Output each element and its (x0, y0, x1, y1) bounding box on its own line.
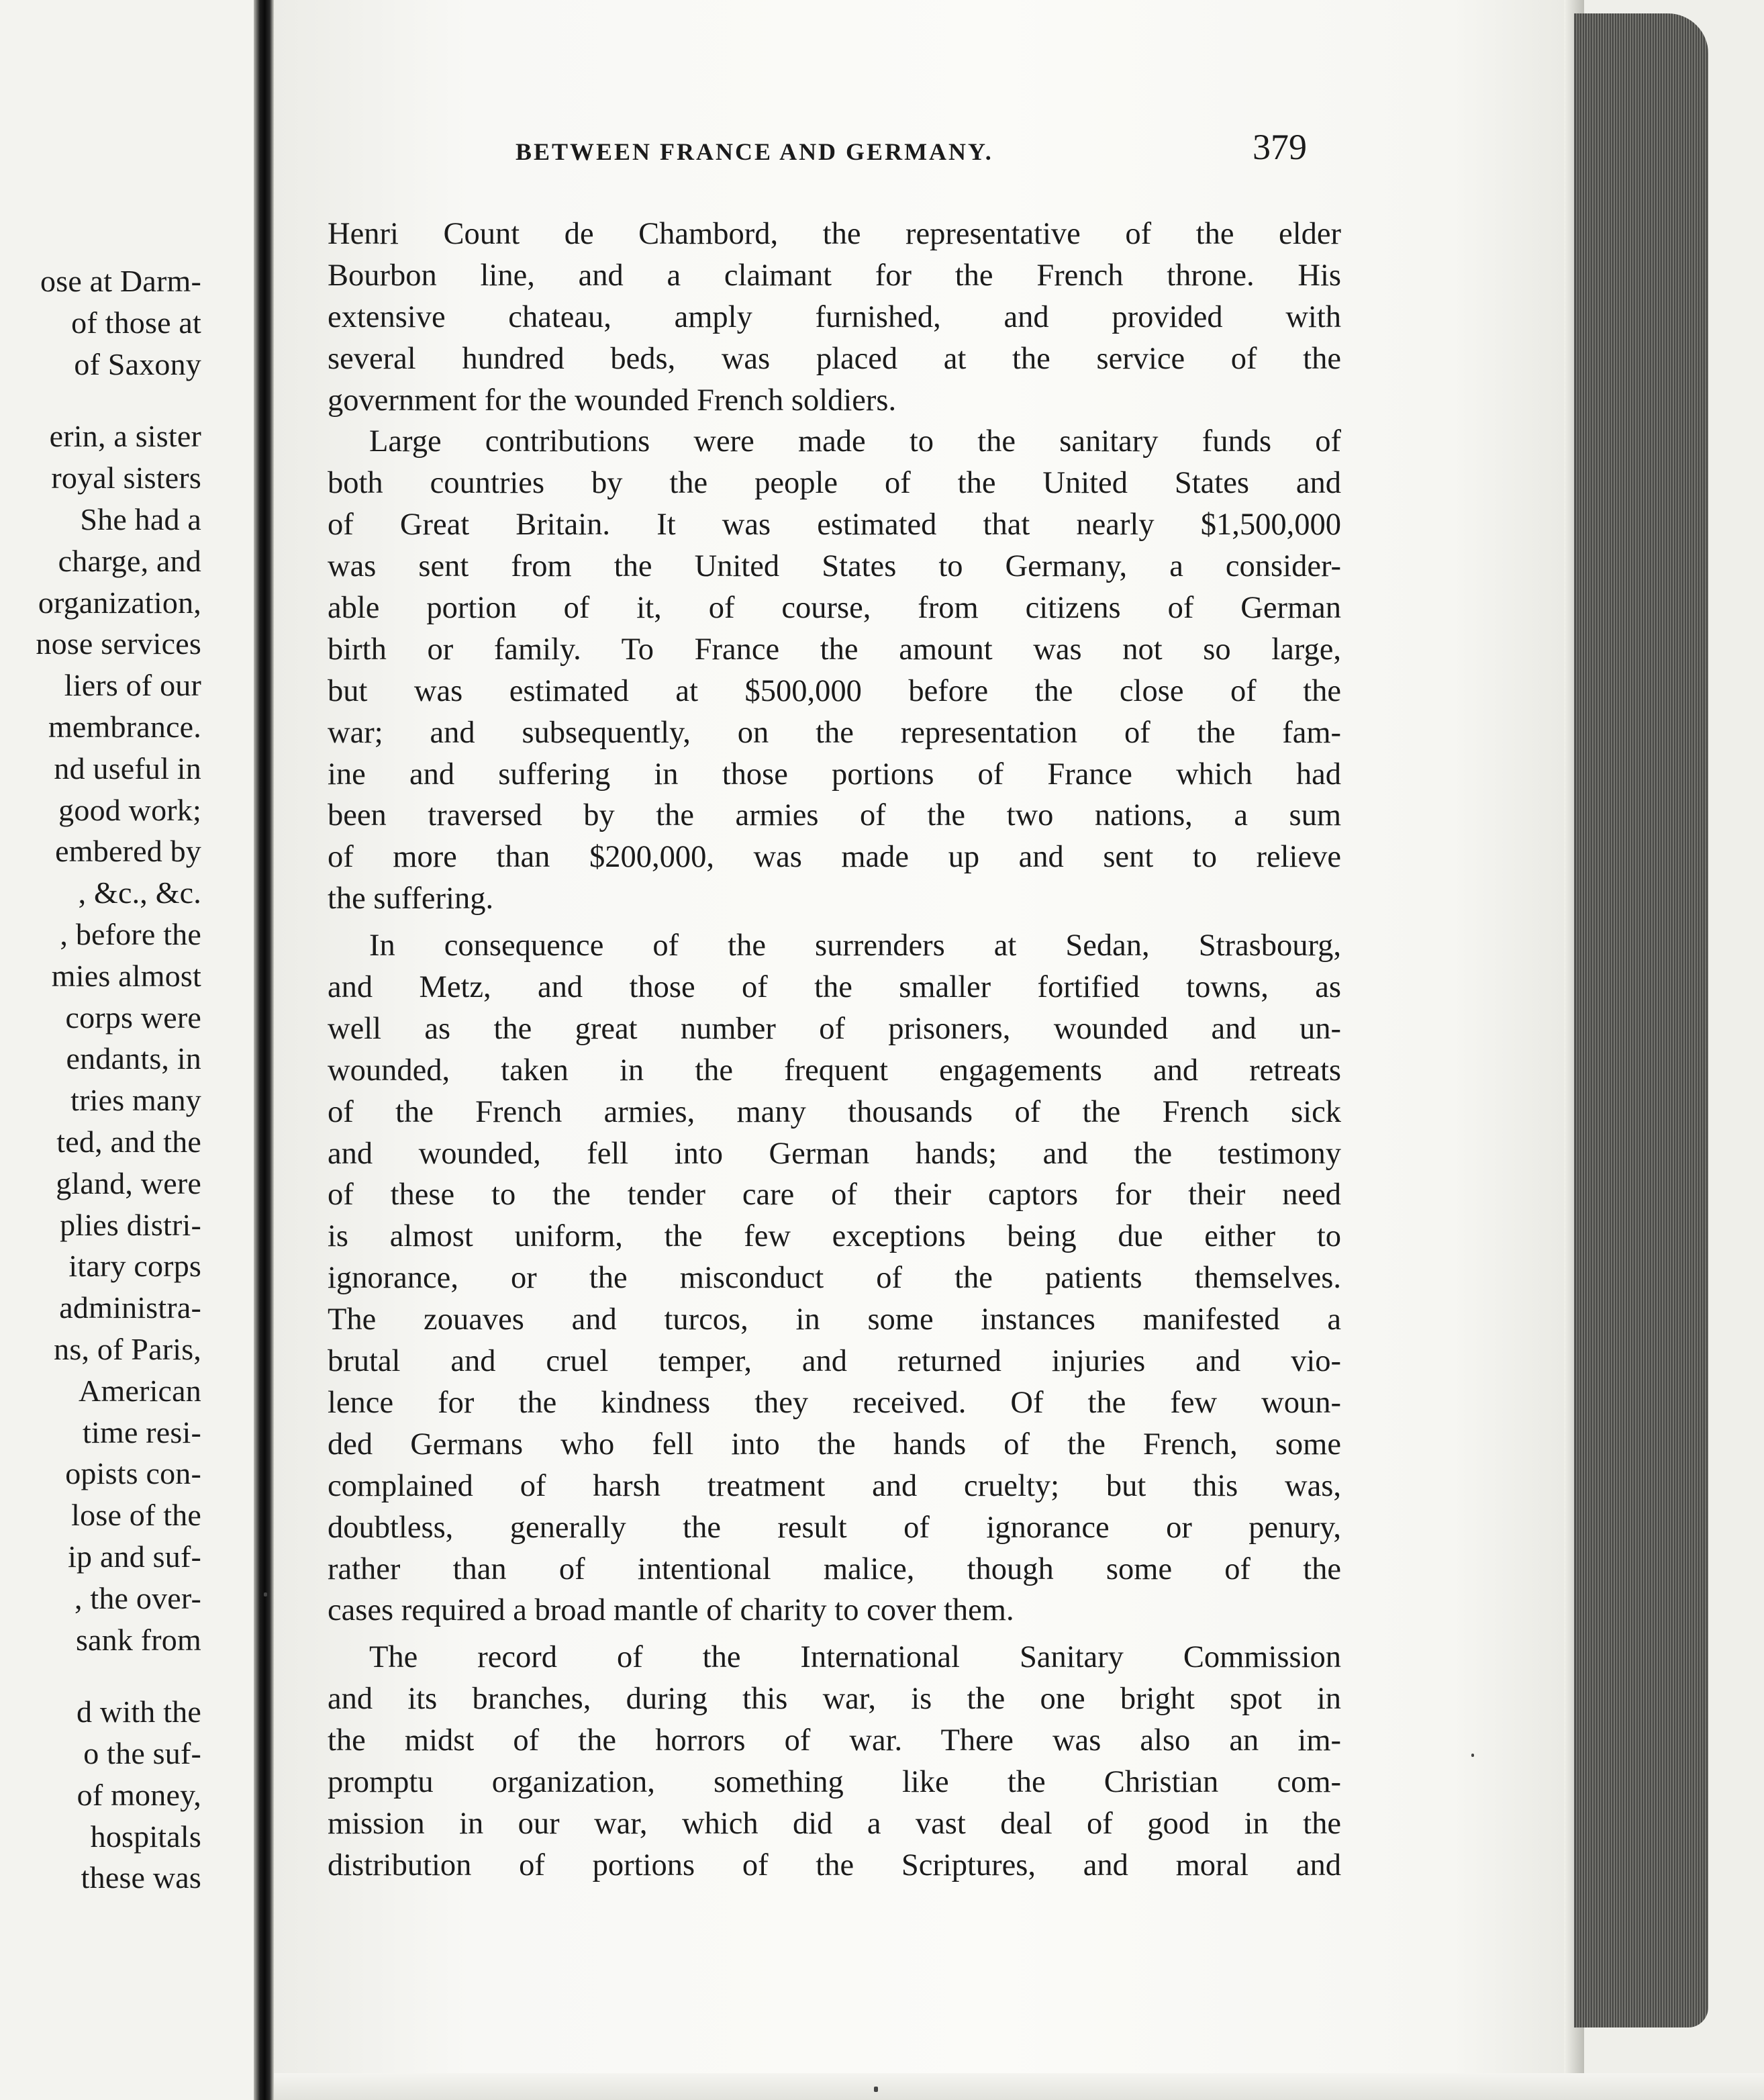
print-speck (874, 2087, 878, 2092)
facing-page-line: these was (81, 1860, 201, 1895)
facing-page-line: endants, in (66, 1041, 201, 1076)
text-line: and wounded, fell into German hands; and the testimony (328, 1136, 1341, 1171)
text-line: In consequence of the surrenders at Sedan, Strasbourg, (369, 928, 1341, 963)
text-line: ine and suffering in those portions of France which had (328, 757, 1341, 792)
facing-page-line: lose of the (71, 1498, 201, 1533)
facing-page-line: ns, of Paris, (54, 1331, 201, 1366)
text-line: well as the great number of prisoners, wounded and un- (328, 1011, 1341, 1046)
text-line: war; and subsequently, on the representation of the fam- (328, 715, 1341, 750)
facing-page-line: hospitals (90, 1819, 201, 1854)
facing-page-line: of Saxony (74, 346, 201, 381)
facing-page-line: liers of our (64, 668, 201, 703)
text-line: able portion of it, of course, from citizens of German (328, 591, 1341, 626)
text-line: brutal and cruel temper, and returned injuries and vio- (328, 1344, 1341, 1379)
text-line: The zouaves and turcos, in some instances manifested a (328, 1302, 1341, 1337)
facing-page-line: American (79, 1373, 201, 1408)
text-line: of Great Britain. It was estimated that nearly $1,500,000 (328, 508, 1341, 542)
text-line: The record of the International Sanitary Commission (369, 1640, 1341, 1675)
text-line: mission in our war, which did a vast deal of good in the (328, 1806, 1341, 1841)
text-line: distribution of portions of the Scriptures, and moral and (328, 1848, 1341, 1882)
book-gutter (254, 0, 274, 2100)
text-line: ignorance, or the misconduct of the patients themselves. (328, 1261, 1341, 1296)
text-line: rather than of intentional malice, though some of the (328, 1552, 1341, 1586)
text-line: ded Germans who fell into the hands of the French, some (328, 1427, 1341, 1462)
text-line: the midst of the horrors of war. There was also an im- (328, 1723, 1341, 1758)
facing-page-line: tries many (70, 1083, 201, 1118)
book-page-edges (1574, 13, 1708, 2027)
facing-page-left (0, 0, 255, 2100)
text-line: Henri Count de Chambord, the representative of the elder (328, 217, 1341, 251)
facing-page-line: mies almost (51, 958, 201, 993)
text-line: birth or family. To France the amount was not so large, (328, 632, 1341, 667)
facing-page-line: embered by (55, 834, 201, 869)
facing-page-line: gland, were (56, 1165, 201, 1200)
facing-page-line: of those at (71, 305, 201, 340)
facing-page-line: nd useful in (54, 751, 201, 785)
text-line: but was estimated at $500,000 before the close of the (328, 673, 1341, 708)
page-bottom-edge (274, 2073, 1764, 2100)
text-line: doubtless, generally the result of ignorance or penury, (328, 1510, 1341, 1545)
facing-page-line: , &c., &c. (78, 875, 201, 910)
facing-page-line: good work; (58, 792, 201, 827)
facing-page-line: itary corps (68, 1249, 201, 1284)
text-line: government for the wounded French soldiers. (328, 383, 897, 418)
text-line: several hundred beds, was placed at the service of the (328, 341, 1341, 376)
text-line: both countries by the people of the United States and (328, 466, 1341, 501)
text-line: the suffering. (328, 881, 494, 916)
facing-page-line: , before the (60, 916, 201, 951)
text-line: of the French armies, many thousands of the French sick (328, 1094, 1341, 1129)
facing-page-line: of money, (77, 1777, 201, 1812)
facing-page-line: erin, a sister (49, 419, 201, 454)
facing-page-line: organization, (38, 585, 201, 620)
text-line: was sent from the United States to Germany, a consider- (328, 549, 1341, 584)
text-line: and Metz, and those of the smaller fortified towns, as (328, 970, 1341, 1005)
facing-page-line: time resi- (83, 1415, 201, 1449)
page-number: 379 (1253, 127, 1307, 167)
print-speck (264, 1592, 267, 1596)
facing-page-line: administra- (59, 1290, 201, 1325)
facing-page-line: ip and suf- (68, 1539, 201, 1574)
facing-page-line: membrance. (48, 709, 201, 744)
text-line: of these to the tender care of their captors for their need (328, 1178, 1341, 1212)
running-title: BETWEEN FRANCE AND GERMANY. (516, 138, 993, 165)
text-line: Bourbon line, and a claimant for the French throne. His (328, 258, 1341, 293)
facing-page-line: royal sisters (51, 461, 201, 495)
page-body-text (328, 213, 1341, 1887)
facing-page-line: o the suf- (83, 1736, 201, 1771)
facing-page-line: charge, and (58, 543, 201, 578)
facing-page-line: ted, and the (56, 1124, 201, 1159)
facing-page-line: plies distri- (60, 1207, 201, 1242)
facing-page-line: sank from (75, 1622, 201, 1657)
text-line: promptu organization, something like the Christian com- (328, 1764, 1341, 1799)
facing-page-line: d with the (77, 1695, 201, 1729)
print-speck (1471, 1754, 1474, 1757)
text-line: wounded, taken in the frequent engagements and retreats (328, 1053, 1341, 1088)
text-line: is almost uniform, the few exceptions being due either to (328, 1219, 1341, 1254)
text-line: Large contributions were made to the sanitary funds of (369, 424, 1341, 459)
facing-page-line: , the over- (74, 1580, 201, 1615)
text-line: of more than $200,000, was made up and sent to relieve (328, 840, 1341, 875)
facing-page-line: opists con- (65, 1456, 201, 1491)
facing-page-line: corps were (65, 1000, 201, 1035)
text-line: complained of harsh treatment and cruelty; but this was, (328, 1468, 1341, 1503)
text-line: cases required a broad mantle of charity to cover them. (328, 1593, 1014, 1628)
text-line: been traversed by the armies of the two nations, a sum (328, 798, 1341, 833)
facing-page-line: She had a (80, 502, 201, 536)
facing-page-line: ose at Darm- (40, 264, 201, 298)
facing-page-text (0, 260, 201, 1899)
text-line: extensive chateau, amply furnished, and provided with (328, 299, 1341, 334)
text-line: lence for the kindness they received. Of the few woun- (328, 1385, 1341, 1420)
text-line: and its branches, during this war, is the one bright spot in (328, 1682, 1341, 1717)
facing-page-line: nose services (36, 626, 201, 661)
